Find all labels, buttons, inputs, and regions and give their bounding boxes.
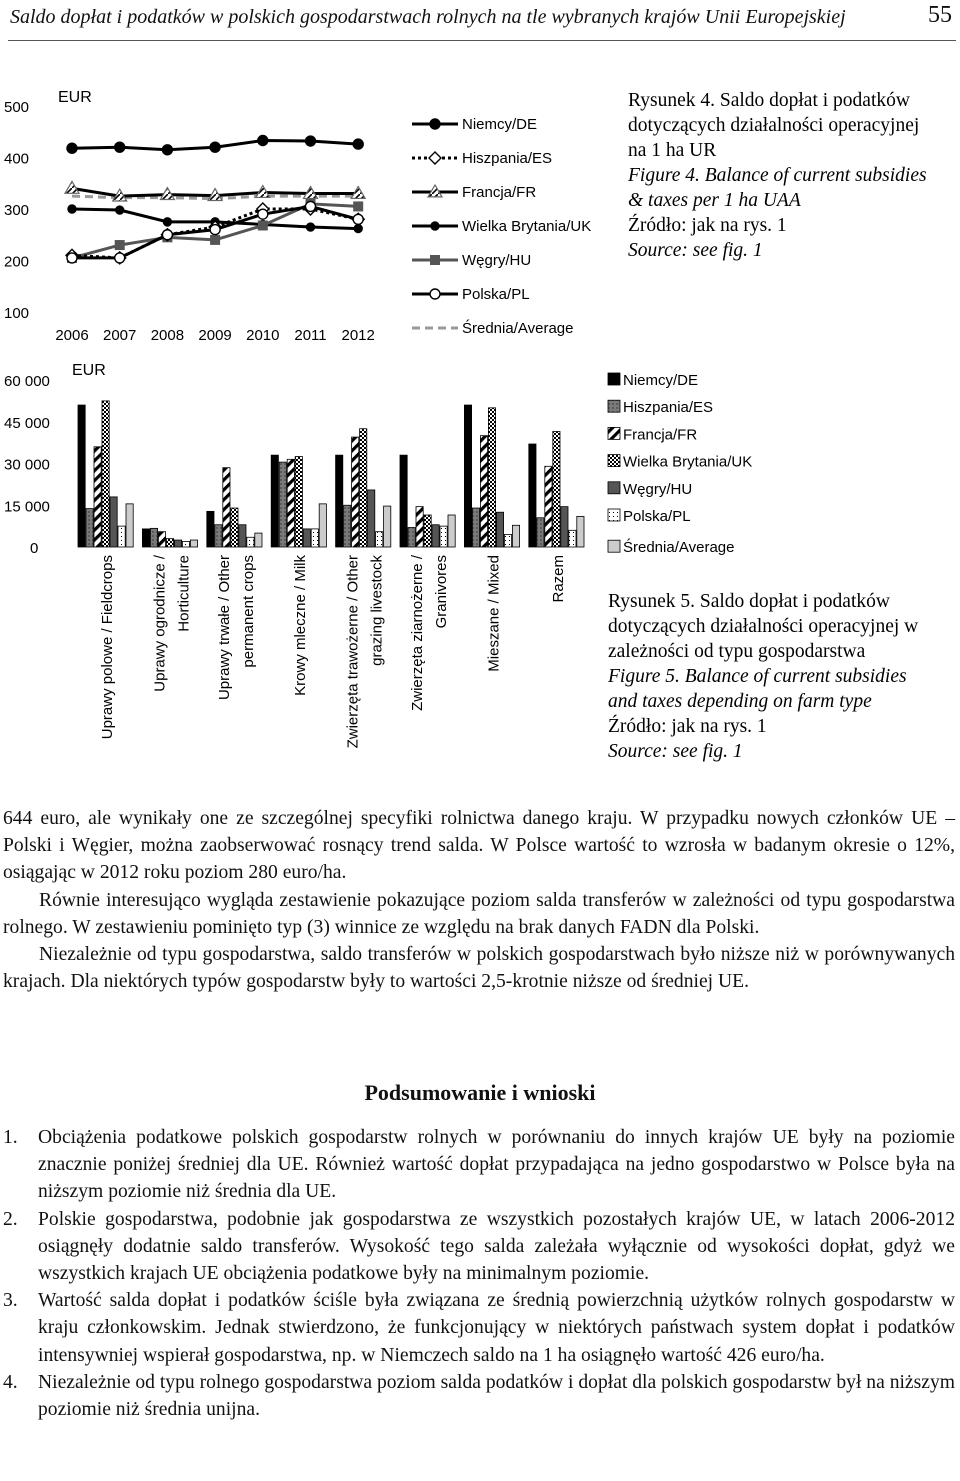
bar	[303, 529, 310, 547]
legend-swatch	[608, 427, 620, 439]
conclusions-list	[3, 1124, 955, 1423]
bar	[174, 540, 181, 547]
bar	[496, 512, 503, 547]
bar	[279, 462, 286, 547]
bar	[271, 455, 278, 547]
bar	[408, 528, 415, 547]
data-point	[162, 145, 172, 155]
data-point	[210, 225, 220, 235]
data-point	[67, 143, 77, 153]
conclusion-item	[3, 1124, 955, 1206]
fig5-caption-line3: zależności od typu gospodarstwa	[608, 641, 866, 662]
page-number: 55	[928, 2, 952, 28]
y-tick-label: 400	[4, 150, 30, 168]
bar	[86, 509, 93, 547]
bar	[319, 504, 326, 547]
data-point	[67, 253, 77, 263]
x-tick-label: 2008	[150, 327, 185, 344]
legend-label: Hiszpania/ES	[623, 399, 714, 417]
y-tick-label: 15 000	[4, 498, 50, 516]
x-tick-label: 2010	[246, 327, 280, 344]
bar	[166, 539, 173, 547]
bar	[529, 444, 536, 547]
legend-swatch	[608, 373, 620, 385]
x-tick-label: 2012	[341, 327, 375, 344]
data-point	[210, 142, 220, 152]
legend-label: Niemcy/DE	[462, 116, 538, 133]
bar	[247, 537, 254, 547]
fig4-caption-line6: Źródło: jak na rys. 1	[628, 215, 787, 236]
bar	[432, 525, 439, 547]
fig5-caption-line6: Źródło: jak na rys. 1	[608, 716, 767, 737]
x-category-label: Zwierzęta trawożerne / Other	[344, 555, 362, 749]
bar	[416, 507, 423, 547]
x-category-label: Granivores	[433, 555, 450, 629]
data-point	[163, 218, 171, 226]
bar	[424, 515, 431, 547]
y-tick-label: 100	[4, 305, 30, 322]
data-point	[353, 201, 363, 211]
conclusion-text: Niezależnie od typu rolnego gospodarstwa poziom salda podatków i dopłat dla polskich gospodarstw był na niższym poziomie niż średnia unijna.	[38, 1371, 955, 1421]
body-text	[3, 805, 955, 995]
bar	[352, 437, 359, 547]
bar	[553, 431, 560, 547]
conclusion-number: 3.	[3, 1290, 18, 1312]
x-category-label: Razem	[549, 555, 567, 603]
data-point	[115, 253, 125, 263]
bar	[255, 533, 262, 547]
bar	[182, 541, 189, 547]
bar	[94, 447, 101, 547]
legend-marker	[430, 289, 440, 299]
bar	[561, 507, 568, 547]
x-category-label: Uprawy ogrodnicze /	[151, 555, 169, 692]
bar	[376, 532, 383, 547]
legend-label: Francja/FR	[462, 184, 537, 201]
legend-label: Polska/PL	[623, 508, 691, 525]
legend-label: Wielka Brytania/UK	[462, 218, 592, 235]
bar	[110, 497, 117, 547]
bar	[207, 511, 214, 547]
data-point	[210, 235, 220, 245]
y-tick-label: 60 000	[4, 373, 50, 390]
data-point	[115, 142, 125, 152]
conclusion-item	[3, 1206, 955, 1288]
data-point	[116, 206, 124, 214]
legend-marker	[429, 152, 441, 164]
bar	[368, 490, 375, 547]
legend-label: Wielka Brytania/UK	[623, 453, 753, 471]
bar	[295, 457, 302, 547]
data-point	[68, 205, 76, 213]
legend-swatch	[608, 455, 620, 467]
y-unit-label: EUR	[72, 362, 106, 379]
bar	[190, 540, 197, 547]
fig5-caption-line5: and taxes depending on farm type	[608, 691, 872, 712]
conclusion-text: Polskie gospodarstwa, podobnie jak gospodarstwa ze wszystkich pozostałych krajów UE, w latach 2006-2012 osiągnęły dodatnie saldo transferów. Wysokość tego salda zależała wyłącznie od wysokości dopłat, gdyż we wszystkich krajach UE obciążenia podatkowe były na minimalnym poziomie.	[38, 1208, 955, 1285]
legend-marker	[430, 255, 440, 265]
legend-swatch	[608, 509, 620, 521]
bar	[158, 532, 165, 547]
page-header	[8, 2, 956, 41]
figure-4-line-chart	[0, 80, 605, 355]
fig4-caption-line7: Source: see fig. 1	[628, 240, 763, 261]
fig4-caption-line1: Rysunek 4. Saldo dopłat i podatków	[628, 90, 910, 111]
fig4-caption-line2: dotyczących działalności operacyjnej	[628, 115, 920, 136]
x-category-label: Horticulture	[175, 555, 193, 632]
running-title: Saldo dopłat i podatków w polskich gospodarstwach rolnych na tle wybranych krajów Unii Europejskiej	[10, 6, 846, 28]
y-tick-label: 200	[4, 253, 30, 271]
data-point	[353, 214, 363, 224]
legend-label: Węgry/HU	[623, 480, 693, 498]
x-category-label: Uprawy polowe / Fieldcrops	[99, 555, 116, 740]
bar	[239, 525, 246, 547]
bar	[360, 429, 367, 547]
body-paragraph: Równie interesująco wygląda zestawienie pokazujące poziom salda transferów w zależności od typu gospodarstwa rolnego. W zestawieniu pominięto typ (3) winnice ze względu na brak danych FADN dla Polski.	[3, 889, 955, 938]
x-tick-label: 2006	[55, 327, 89, 344]
figure-4-caption	[626, 86, 960, 266]
conclusion-text: Obciążenia podatkowe polskich gospodarstw rolnych w porównaniu do innych krajów UE były na poziomie znacznie poniżej średniej dla UE. Również wartość dopłat przypadająca na jedno gospodarstwo w Polsce była na niższym poziomie niż średnia dla UE.	[38, 1127, 955, 1203]
legend-marker	[430, 119, 440, 129]
x-category-label: Mieszane / Mixed	[485, 555, 503, 672]
bar	[118, 526, 125, 547]
y-tick-label: 500	[4, 99, 30, 116]
bar	[440, 526, 447, 547]
legend-label: Hiszpania/ES	[462, 150, 553, 167]
bar	[215, 525, 222, 547]
x-tick-label: 2007	[103, 327, 137, 344]
x-category-label: permanent crops	[239, 555, 257, 668]
conclusion-number: 4.	[3, 1371, 18, 1393]
conclusion-text: Wartość salda dopłat i podatków ściśle była związana ze średnią powierzchnią użytków rolnych gospodarstw w kraju członkowskim. Jednak stwierdzono, że funkcjonujący w niektórych państwach system dopłat i podatków intensywniej wspierał gospodarstwa, np. w Niemczech saldo na 1 ha osiągnęło wartość 426 euro/ha.	[38, 1290, 955, 1366]
data-point	[307, 223, 315, 231]
data-point	[65, 181, 79, 193]
y-tick-label: 0	[30, 540, 39, 557]
bar	[577, 516, 584, 547]
data-point	[353, 139, 363, 149]
bar	[464, 405, 471, 547]
bar	[480, 436, 487, 547]
conclusion-number: 2.	[3, 1208, 18, 1230]
bar	[569, 530, 576, 547]
bar	[231, 508, 238, 547]
conclusion-number: 1.	[3, 1127, 18, 1148]
legend-label: Polska/PL	[462, 286, 530, 303]
fig4-caption-line5: & taxes per 1 ha UAA	[628, 190, 801, 211]
y-tick-label: 30 000	[4, 456, 50, 474]
data-point	[115, 240, 125, 250]
conclusion-item	[3, 1287, 955, 1369]
fig5-caption-line1: Rysunek 5. Saldo dopłat i podatków	[608, 591, 890, 612]
bar	[336, 455, 343, 547]
legend-label: Średnia/Average	[623, 539, 735, 557]
bar	[400, 455, 407, 547]
legend-label: Średnia/Average	[462, 320, 574, 337]
bar	[344, 505, 351, 547]
data-point	[258, 209, 268, 219]
x-category-label: grazing livestock	[368, 555, 386, 666]
legend-swatch	[608, 540, 620, 552]
bar	[142, 529, 149, 547]
bar	[223, 468, 230, 547]
y-tick-label: 45 000	[4, 414, 50, 432]
bar	[488, 408, 495, 547]
section-title: Podsumowanie i wnioski	[364, 1080, 596, 1105]
bar	[150, 528, 157, 547]
fig5-caption-line2: dotyczących działalności operacyjnej w	[608, 616, 919, 637]
body-paragraph: 644 euro, ale wynikały one ze szczególnej specyfiki rolnictwa danego kraju. W przypadku nowych członków UE – Polski i Węgier, można zaobserwować rosnący trend salda. W Polsce wartość to wzrosła w badanym okresie o 12%, osiągając w 2012 roku poziom 280 euro/ha.	[3, 808, 955, 884]
y-unit-label: EUR	[58, 89, 92, 106]
legend-swatch	[608, 482, 620, 494]
data-point	[258, 136, 268, 146]
y-tick-label: 300	[4, 202, 30, 219]
x-tick-label: 2009	[198, 327, 232, 344]
body-paragraph: Niezależnie od typu gospodarstwa, saldo transferów w polskich gospodarstwach było niższe niż w porównywanych krajach. Dla niektórych typów gospodarstw były to wartości 2,5-krotnie niższe od średniej UE.	[3, 944, 955, 993]
fig5-caption-line7: Source: see fig. 1	[608, 741, 743, 762]
x-category-label: Uprawy trwałe / Other	[215, 555, 233, 701]
fig4-caption-line4: Figure 4. Balance of current subsidies	[628, 165, 927, 186]
bar	[126, 504, 133, 547]
bar	[102, 401, 109, 547]
x-category-label: Krowy mleczne / Milk	[292, 555, 310, 696]
bar	[384, 506, 391, 547]
data-point	[306, 136, 316, 146]
data-point	[162, 230, 172, 240]
bar	[512, 525, 519, 547]
legend-label: Niemcy/DE	[623, 372, 699, 389]
x-tick-label: 2011	[294, 327, 327, 344]
x-category-label: Zwierzęta ziarnożerne /	[409, 555, 426, 711]
bar	[311, 529, 318, 547]
legend-label: Francja/FR	[623, 426, 698, 444]
bar	[78, 405, 85, 547]
bar	[537, 518, 544, 547]
bar	[504, 534, 511, 547]
fig4-caption-line3: na 1 ha UR	[628, 140, 717, 161]
legend-swatch	[608, 400, 620, 412]
bar	[545, 466, 552, 547]
legend-marker	[431, 222, 439, 230]
bar	[287, 459, 294, 547]
bar	[448, 515, 455, 547]
fig5-caption-line4: Figure 5. Balance of current subsidies	[608, 666, 907, 687]
figure-5-caption	[606, 587, 960, 767]
data-point	[258, 220, 268, 230]
data-point	[306, 201, 316, 211]
legend-label: Węgry/HU	[462, 252, 532, 269]
conclusion-item	[3, 1369, 955, 1423]
bar	[472, 508, 479, 547]
